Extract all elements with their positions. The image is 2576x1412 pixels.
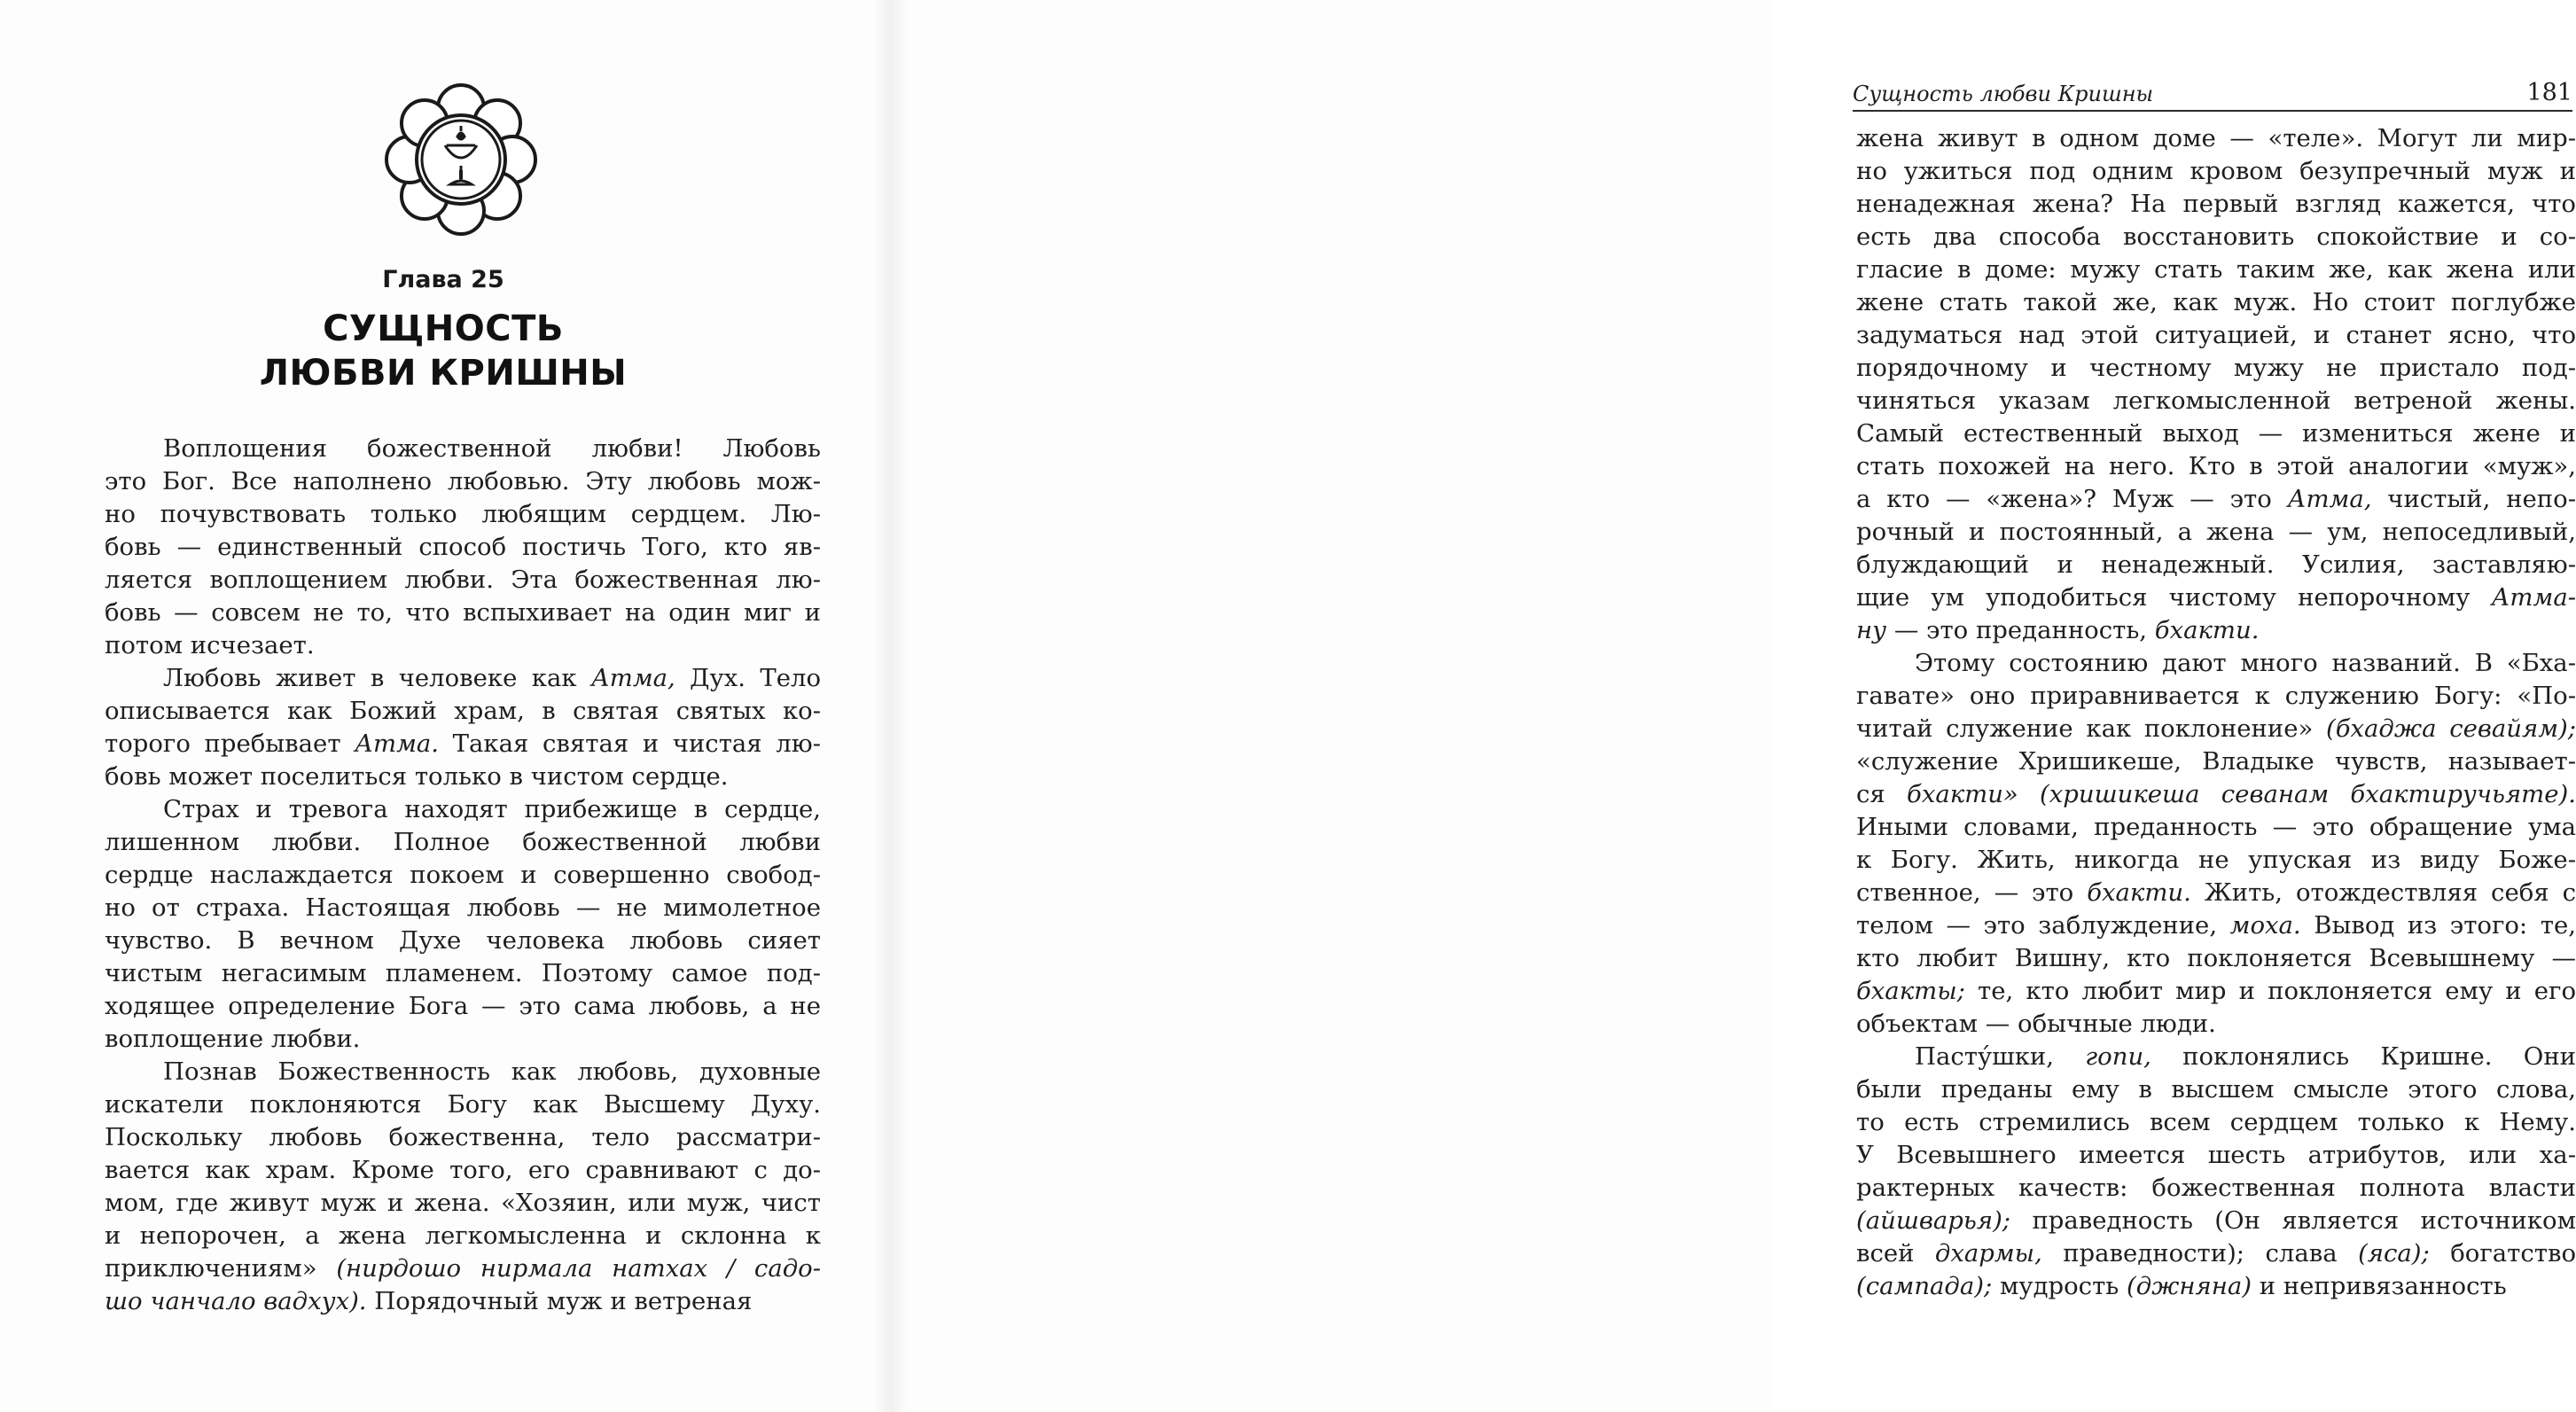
text-line xyxy=(1856,680,2576,713)
italic-term: Атма. xyxy=(355,729,440,758)
text-line xyxy=(1856,1237,2576,1270)
text-run: бовь может поселиться только в чистом сердце. xyxy=(105,762,729,791)
text-line xyxy=(1856,942,2576,975)
text-run: бовь — единственный способ постичь Того, кто яв- xyxy=(105,533,821,561)
header-rule xyxy=(1853,110,2572,112)
text-line xyxy=(1856,1270,2576,1303)
text-line xyxy=(105,826,821,859)
text-line xyxy=(1856,811,2576,844)
text-run: Пасту́шки, xyxy=(1915,1042,2086,1071)
text-line xyxy=(1856,877,2576,909)
text-run: это Бог. Все наполнено любовью. Эту любовь мож- xyxy=(105,467,821,495)
paragraph xyxy=(105,662,821,793)
italic-term: бхакты; xyxy=(1856,977,1965,1005)
text-run: Дух. Тело xyxy=(675,664,822,692)
text-run: но ужиться под одним кровом безупречный муж и xyxy=(1856,157,2576,185)
text-line xyxy=(105,1285,821,1318)
text-line xyxy=(105,793,821,826)
paragraph xyxy=(1856,1041,2576,1303)
running-header xyxy=(1853,74,2572,112)
text-run: искатели поклоняются Богу как Высшему Духу. xyxy=(105,1090,821,1119)
text-run: чиняться указам легкомысленной ветреной жены. xyxy=(1856,386,2576,415)
text-run: описывается как Божий храм, в святая святых ко- xyxy=(105,697,821,725)
paragraph xyxy=(1856,122,2576,647)
italic-term: гопи, xyxy=(2085,1042,2151,1071)
text-run: Воплощения божественной любви! Любовь xyxy=(163,434,821,463)
text-line xyxy=(105,761,821,793)
text-line xyxy=(1856,155,2576,188)
text-run: сердце наслаждается покоем и совершенно свобод- xyxy=(105,861,821,889)
text-line xyxy=(1856,713,2576,745)
text-line xyxy=(105,465,821,498)
text-line xyxy=(105,1023,821,1056)
text-run: жене стать такой же, как муж. Но стоит поглубже xyxy=(1856,288,2576,316)
right-page xyxy=(886,0,2576,1412)
text-run: торого пребывает xyxy=(105,729,355,758)
text-run: те, кто любит мир и поклоняется ему и его xyxy=(1964,977,2576,1005)
text-line xyxy=(1856,1041,2576,1073)
text-run: жена живут в одном доме — «теле». Могут ли мир- xyxy=(1856,124,2576,152)
text-line xyxy=(105,1121,821,1154)
text-run: Страх и тревога находят прибежище в сердце, xyxy=(163,795,821,823)
text-run: и непривязанность xyxy=(2251,1272,2507,1300)
lotus-chalice-icon xyxy=(383,82,539,238)
italic-term: бхакти. xyxy=(2087,878,2191,907)
text-run: чистым негасимым пламенем. Поэтому самое под- xyxy=(105,959,821,987)
text-run: были преданы ему в высшем смысле этого слова, xyxy=(1856,1075,2576,1104)
text-run: — это преданность, xyxy=(1886,616,2155,644)
text-line xyxy=(105,1056,821,1088)
text-run: всей xyxy=(1856,1239,1935,1268)
text-run: рочный и постоянный, а жена — ум, непоседливый, xyxy=(1856,518,2576,546)
text-run: есть два способа восстановить спокойствие и со- xyxy=(1856,222,2576,251)
italic-term: (яса); xyxy=(2358,1239,2430,1268)
text-run: гласие в доме: мужу стать таким же, как жена или xyxy=(1856,255,2576,284)
text-line xyxy=(105,1220,821,1252)
italic-term: (сампада); xyxy=(1856,1272,1993,1300)
italic-term: (нирдошо нирмала натхах / садо- xyxy=(336,1254,821,1283)
text-run: ственное, — это xyxy=(1856,878,2088,907)
text-run: но почувствовать только любящим сердцем. Лю- xyxy=(105,500,821,528)
text-line xyxy=(105,597,821,629)
text-line xyxy=(1856,549,2576,581)
text-run: мудрость xyxy=(1992,1272,2127,1300)
text-run: праведности); слава xyxy=(2041,1239,2359,1268)
italic-term: Атма- xyxy=(2491,583,2576,612)
text-run: вается как храм. Кроме того, его сравнивают с до- xyxy=(105,1156,821,1184)
text-run: чистый, непо- xyxy=(2371,485,2576,513)
text-line xyxy=(1856,188,2576,221)
italic-term: дхармы, xyxy=(1934,1239,2042,1268)
text-run: ляется воплощением любви. Эта божественная лю- xyxy=(105,566,821,594)
text-run: ненадежная жена? На первый взгляд кажется, что xyxy=(1856,190,2576,218)
text-run: приключениям» xyxy=(105,1254,337,1283)
text-run: а кто — «жена»? Муж — это xyxy=(1856,485,2288,513)
text-line xyxy=(1856,450,2576,483)
chapter-title xyxy=(0,307,886,395)
italic-term: (джняна) xyxy=(2127,1272,2252,1300)
text-line xyxy=(1856,516,2576,549)
italic-term: моха. xyxy=(2229,911,2301,940)
text-line xyxy=(1856,1205,2576,1237)
page-number: 181 xyxy=(2526,79,2572,106)
text-line xyxy=(1856,1106,2576,1139)
text-run: праведность (Он является источником xyxy=(2010,1206,2576,1235)
text-run: мом, где живут муж и жена. «Хозяин, или муж, чист xyxy=(105,1189,821,1217)
chapter-label: Глава 25 xyxy=(382,266,504,293)
text-run: Познав Божественность как любовь, духовные xyxy=(163,1057,821,1086)
text-run: Иными словами, преданность — это обращение ума xyxy=(1856,813,2576,841)
text-run: к Богу. Жить, никогда не упуская из виду Боже- xyxy=(1856,846,2576,874)
text-run: гавате» оно приравнивается к служению Богу: «По- xyxy=(1856,682,2576,710)
text-run: то есть стремились всем сердцем только к Нему. xyxy=(1856,1108,2576,1136)
text-run: ходящее определение Бога — это сама любовь, а не xyxy=(105,992,821,1020)
text-line xyxy=(1856,1008,2576,1041)
italic-term: (бхаджа севайям); xyxy=(2326,714,2576,743)
text-line xyxy=(105,859,821,892)
italic-term: Атма, xyxy=(2287,485,2372,513)
paragraph xyxy=(105,793,821,1056)
text-line xyxy=(1856,745,2576,778)
text-run: потом исчезает. xyxy=(105,631,315,659)
text-line xyxy=(1856,221,2576,254)
italic-term: ну xyxy=(1856,616,1887,644)
text-line xyxy=(105,892,821,924)
text-line xyxy=(1856,352,2576,385)
text-line xyxy=(105,990,821,1023)
text-run: и непорочен, а жена легкомысленна и склонна к xyxy=(105,1221,821,1250)
italic-term: (айшварья); xyxy=(1856,1206,2011,1235)
text-run: Порядочный муж и ветреная xyxy=(366,1287,753,1315)
text-run: Этому состоянию дают много названий. В «Бха- xyxy=(1915,649,2576,677)
text-line xyxy=(105,629,821,662)
text-run: поклонялись Кришне. Они xyxy=(2151,1042,2576,1071)
text-run: Такая святая и чистая лю- xyxy=(439,729,822,758)
text-run: стать похожей на него. Кто в этой аналогии «муж», xyxy=(1856,452,2576,480)
italic-term: (хришикеша севанам бхактиручьяте). xyxy=(2040,780,2576,808)
text-line xyxy=(1856,975,2576,1008)
text-line xyxy=(105,433,821,465)
text-line xyxy=(105,662,821,695)
text-run: У Всевышнего имеется шесть атрибутов, или ха- xyxy=(1856,1141,2576,1169)
paragraph xyxy=(105,433,821,662)
right-page-body xyxy=(1856,122,2576,1303)
text-line xyxy=(105,957,821,990)
text-run: порядочному и честному мужу не пристало под- xyxy=(1856,354,2576,382)
text-run: богатство xyxy=(2429,1239,2576,1268)
text-line xyxy=(1856,385,2576,417)
text-run: блуждающий и ненадежный. Усилия, заставляю- xyxy=(1856,550,2576,579)
text-run: Вывод из этого: те, xyxy=(2300,911,2576,940)
text-run: ся xyxy=(1856,780,1908,808)
text-line xyxy=(1856,319,2576,352)
text-line xyxy=(1856,1172,2576,1205)
text-run: кто любит Вишну, кто поклоняется Всевышнему — xyxy=(1856,944,2576,972)
italic-term: шо чанчало вадхух). xyxy=(105,1287,367,1315)
text-line xyxy=(105,498,821,531)
text-line xyxy=(1856,417,2576,450)
text-line xyxy=(1856,254,2576,286)
text-line xyxy=(1856,844,2576,877)
text-run: чувство. В вечном Духе человека любовь сияет xyxy=(105,926,821,955)
text-line xyxy=(1856,614,2576,647)
text-run: рактерных качеств: божественная полнота власти xyxy=(1856,1174,2576,1202)
left-page-body xyxy=(105,433,821,1318)
text-line xyxy=(105,564,821,597)
chapter-title-line: ЛЮБВИ КРИШНЫ xyxy=(259,353,628,394)
chapter-title-line: СУЩНОСТЬ xyxy=(323,308,564,349)
paragraph xyxy=(1856,647,2576,1041)
book-gutter xyxy=(873,0,909,1412)
text-run: бовь — совсем не то, что вспыхивает на один миг и xyxy=(105,598,821,627)
text-line xyxy=(105,1187,821,1220)
italic-term: бхакти» xyxy=(1907,780,2018,808)
text-run: объектам — обычные люди. xyxy=(1856,1010,2216,1038)
text-line xyxy=(1856,1073,2576,1106)
running-title: Сущность любви Кришны xyxy=(1853,82,2154,106)
text-line xyxy=(1856,1139,2576,1172)
text-line xyxy=(105,1252,821,1285)
text-run xyxy=(2018,780,2040,808)
italic-term: Атма, xyxy=(590,664,675,692)
text-line xyxy=(105,1088,821,1121)
text-run: щие ум уподобиться чистому непорочному xyxy=(1856,583,2492,612)
text-run: читай служение как поклонение» xyxy=(1856,714,2326,743)
text-line xyxy=(1856,483,2576,516)
text-line xyxy=(1856,581,2576,614)
text-run: Жить, отождествляя себя с xyxy=(2190,878,2576,907)
text-run: лишенном любви. Полное божественной любви xyxy=(105,828,821,856)
text-line xyxy=(1856,286,2576,319)
left-page xyxy=(0,0,886,1412)
text-line xyxy=(105,1154,821,1187)
text-line xyxy=(105,924,821,957)
paragraph xyxy=(105,1056,821,1318)
text-run: воплощение любви. xyxy=(105,1025,361,1053)
text-line xyxy=(105,531,821,564)
text-line xyxy=(1856,778,2576,811)
text-run: задуматься над этой ситуацией, и станет ясно, что xyxy=(1856,321,2576,349)
text-line xyxy=(105,728,821,761)
text-line xyxy=(1856,647,2576,680)
italic-term: бхакти. xyxy=(2154,616,2260,644)
text-run: Любовь живет в человеке как xyxy=(163,664,591,692)
text-run: но от страха. Настоящая любовь — не мимолетное xyxy=(105,893,821,922)
text-run: телом — это заблуждение, xyxy=(1856,911,2230,940)
text-line xyxy=(105,695,821,728)
text-line xyxy=(1856,122,2576,155)
text-run: «служение Хришикеше, Владыке чувств, называет- xyxy=(1856,747,2576,776)
text-line xyxy=(1856,909,2576,942)
text-run: Самый естественный выход — измениться жене и xyxy=(1856,419,2576,448)
text-run: Поскольку любовь божественна, тело рассматри- xyxy=(105,1123,821,1151)
